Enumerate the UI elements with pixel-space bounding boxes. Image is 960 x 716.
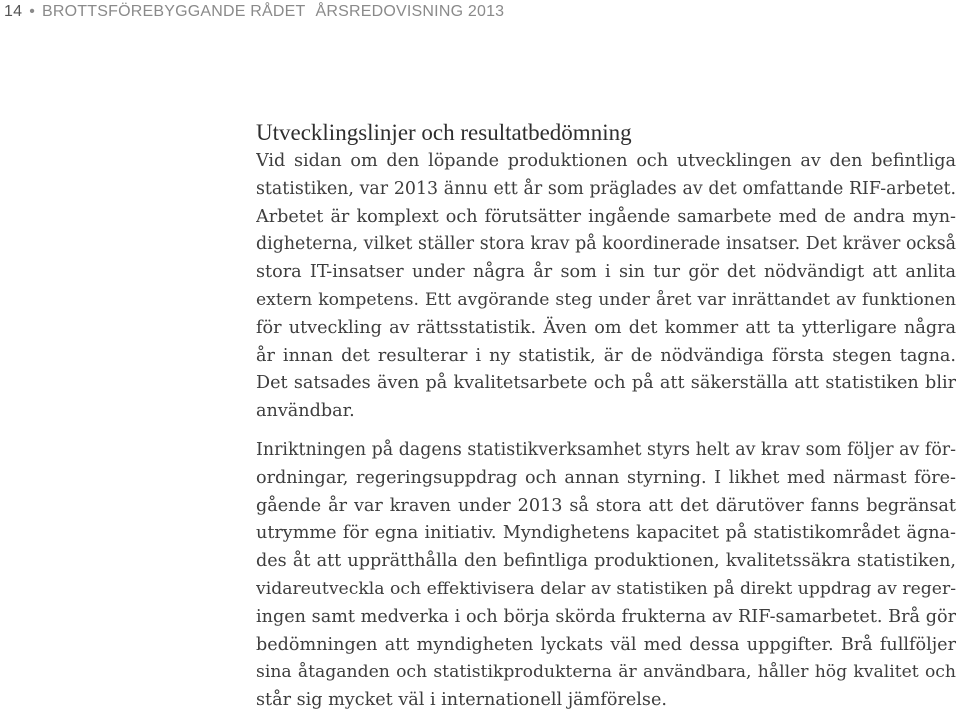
paragraph-line: digheterna, vilket ställer stora krav på koordinerade insatser. Det kräver också — [256, 234, 956, 255]
page-number: 14 — [4, 3, 23, 20]
paragraph-line: des åt att upprätthålla den befintliga produktionen, kvalitetssäkra statistiken, — [256, 551, 956, 572]
paragraph-line: Inriktningen på dagens statistikverksamhet styrs helt av krav som följer av för- — [256, 439, 956, 460]
paragraph-line: användbar. — [256, 401, 355, 422]
paragraph-line: år innan det resulterar i ny statistik, är de nödvändiga första stegen tagna. — [256, 345, 956, 366]
paragraph-line: vidareutveckla och effektivisera delar av statistiken på direkt uppdrag av reger- — [256, 578, 956, 599]
paragraph-1 — [256, 148, 956, 426]
paragraph-line: ingen samt medverka i och börja skörda frukterna av RIF-samarbetet. Brå gör — [256, 606, 956, 627]
main-content — [256, 118, 956, 715]
paragraph-line: står sig mycket väl i internationell jämförelse. — [256, 690, 667, 711]
publisher-name: BROTTSFÖREBYGGANDE RÅDET — [42, 3, 306, 20]
paragraph-line: ordningar, regeringsuppdrag och annan styrning. I likhet med närmast före- — [256, 467, 956, 488]
paragraph-line: statistiken, var 2013 ännu ett år som präglades av det omfattande RIF-arbetet. — [256, 178, 956, 199]
header-bullet: • — [29, 3, 36, 20]
paragraph-line: extern kompetens. Ett avgörande steg under året var inrättandet av funktionen — [256, 289, 956, 310]
paragraph-line: gående år var kraven under 2013 så stora att det därutöver fanns begränsat — [256, 495, 956, 516]
paragraph-line: för utveckling av rättsstatistik. Även om det kommer att ta ytterligare några — [256, 317, 956, 338]
paragraph-2 — [256, 437, 956, 715]
paragraph-line: stora IT-insatser under några år som i sin tur gör det nödvändigt att anlita — [256, 262, 956, 283]
paragraph-line: utrymme för egna initiativ. Myndighetens kapacitet på statistikområdet ägna- — [256, 523, 956, 544]
running-header — [4, 3, 504, 21]
paragraph-line: bedömningen att myndigheten lyckats väl med dessa uppgifter. Brå fullföljer — [256, 634, 956, 655]
paragraph-line: Vid sidan om den löpande produktionen och utvecklingen av den befintliga — [256, 151, 956, 171]
paragraph-line: sina åtaganden och statistikprodukterna är användbara, håller hög kvalitet och — [256, 662, 956, 683]
section-heading: Utvecklingslinjer och resultatbedömning — [256, 120, 632, 145]
paragraph-line: Arbetet är komplext och förutsätter ingående samarbete med de andra myn- — [256, 206, 956, 227]
report-title: ÅRSREDOVISNING 2013 — [315, 3, 505, 20]
paragraph-line: Det satsades även på kvalitetsarbete och på att säkerställa att statistiken blir — [256, 373, 956, 394]
